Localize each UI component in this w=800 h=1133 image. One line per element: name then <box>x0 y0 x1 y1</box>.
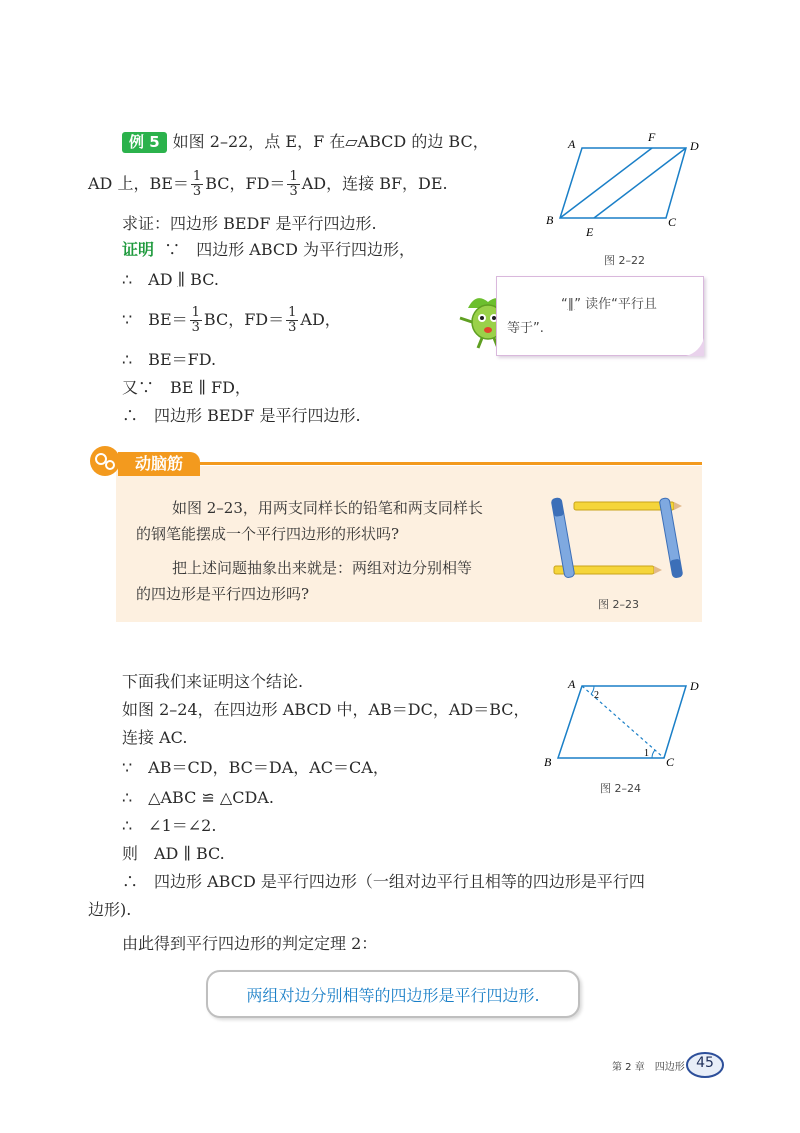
proof-line-4: ∴ BE＝FD. <box>122 350 217 369</box>
theorem-text: 两组对边分别相等的四边形是平行四边形. <box>246 985 540 1005</box>
label-c: C <box>668 215 677 229</box>
label-d-2: D <box>690 679 699 693</box>
parallelogram-abcd <box>560 148 686 218</box>
theorem-intro: 由此得到平行四边形的判定定理 2： <box>122 934 378 953</box>
proof2-line-9: 边形). <box>88 900 132 919</box>
figure-2-22-caption: 图 2–22 <box>604 254 645 267</box>
angle-1-label: 1 <box>644 748 649 759</box>
label-b-2: B <box>544 755 552 769</box>
label-a-2: A <box>568 677 576 691</box>
note-line-1: “∥” 读作“平行且 <box>561 297 657 312</box>
example-line-1: 例 5 如图 2–22，点 E，F 在▱ABCD 的边 BC， <box>122 130 489 154</box>
note-line-2: 等于”. <box>507 321 544 336</box>
think-p2-line2: 的四边形是平行四边形吗? <box>136 585 310 603</box>
proof2-line-7: 则 AD ∥ BC. <box>122 844 225 863</box>
label-f: F <box>648 130 656 144</box>
think-p2-line1: 把上述问题抽象出来就是：两组对边分别相等 <box>172 559 473 577</box>
fraction-one-third: $\frac{1}{3}$ <box>289 169 298 199</box>
proof-line-6: ∴ 四边形 BEDF 是平行四边形. <box>122 406 361 425</box>
proof2-line-4: ∵ AB＝CD，BC＝DA，AC＝CA， <box>122 758 389 777</box>
proof2-line-1: 下面我们来证明这个结论. <box>122 672 304 691</box>
note-box <box>496 276 704 356</box>
think-title: 动脑筋 <box>118 452 200 476</box>
label-a: A <box>568 137 576 151</box>
pencil-top <box>574 502 674 510</box>
figure-2-23-caption: 图 2–23 <box>598 598 639 611</box>
think-p1-line1: 如图 2–23，用两支同样长的铅笔和两支同样长 <box>172 499 483 517</box>
figure-2-22 <box>540 128 710 243</box>
label-b: B <box>546 213 554 227</box>
page-number-text: 45 <box>696 1055 714 1071</box>
label-e: E <box>586 225 594 239</box>
parallel-equal-symbol: ∥ <box>177 270 186 289</box>
proof2-line-5: ∴ △ABC ≌ △CDA. <box>122 788 274 807</box>
proof2-line-8: ∴ 四边形 ABCD 是平行四边形（一组对边平行且相等的四边形是平行四 <box>122 872 645 891</box>
proof2-line-2: 如图 2–24，在四边形 ABCD 中，AB＝DC，AD＝BC， <box>122 700 530 719</box>
pen-right <box>659 498 683 579</box>
figure-2-23-pens-pencils <box>540 494 690 584</box>
think-p1-line2: 的钢笔能摆成一个平行四边形的形状吗? <box>136 525 400 543</box>
proof-line-1: 证明 ∵ 四边形 ABCD 为平行四边形， <box>122 240 416 259</box>
proof-line-5: 又∵ BE ∥ FD， <box>122 378 251 397</box>
fraction-one-third: $\frac{1}{3}$ <box>288 305 297 335</box>
think-header-rule <box>116 462 702 465</box>
figure-2-24 <box>540 672 710 772</box>
prove-statement: 求证：四边形 BEDF 是平行四边形. <box>122 214 377 233</box>
gear-icon <box>88 444 122 478</box>
angle-2-label: 2 <box>594 690 599 701</box>
proof-label: 证明 <box>122 240 155 259</box>
proof-line-2: ∴ AD ∥ BC. <box>122 270 219 289</box>
fraction-one-third: $\frac{1}{3}$ <box>192 169 202 199</box>
parallelogram-abcd-2 <box>558 686 686 758</box>
page-number <box>686 1052 724 1078</box>
label-d: D <box>690 139 699 153</box>
example-badge: 例 5 <box>122 132 167 153</box>
chapter-footer: 第 2 章 四边形 <box>612 1062 685 1073</box>
proof-line-3: ∵ BE＝ $\frac{1}{3}$ BC，FD＝ $\frac{1}{3}$ AD， <box>122 305 341 335</box>
segment-bf <box>560 148 652 218</box>
fraction-one-third: $\frac{1}{3}$ <box>191 305 200 335</box>
figure-2-24-caption: 图 2–24 <box>600 782 641 795</box>
think-header <box>88 450 702 476</box>
page-curl-icon <box>686 338 704 356</box>
segment-ed <box>594 148 686 218</box>
theorem-box <box>206 970 580 1018</box>
example-line-2: AD 上，BE＝ $\frac{1}{3}$ BC，FD＝ $\frac{1}{3}$ AD，连接 BF，DE. <box>88 169 448 199</box>
proof2-line-3: 连接 AC. <box>122 728 188 747</box>
label-c-2: C <box>666 755 675 769</box>
proof2-line-6: ∴ ∠1＝∠2. <box>122 816 217 835</box>
